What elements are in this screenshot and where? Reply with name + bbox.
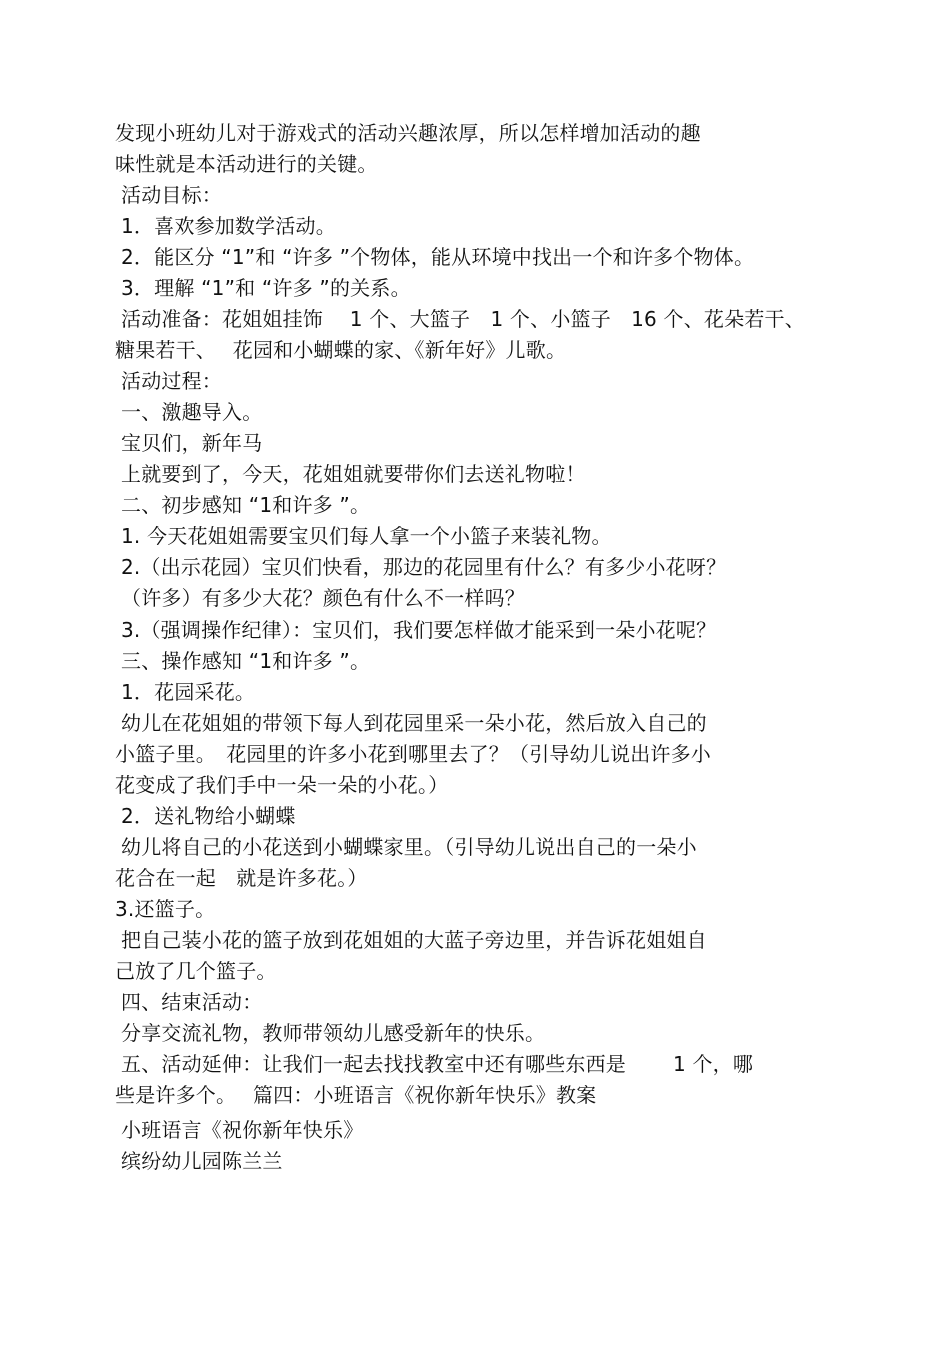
text-line: 幼儿在花姐姐的带领下每人到花园里采一朵小花，然后放入自己的	[121, 711, 707, 735]
section-heading: 五、活动延伸：让我们一起去找找教室中还有哪些东西是 1 个，哪	[121, 1052, 754, 1076]
text-line: （许多）有多少大花？颜色有什么不一样吗？	[121, 586, 525, 610]
section-heading: 一、激趣导入。	[121, 400, 263, 424]
text-line: 幼儿将自己的小花送到小蝴蝶家里。（引导幼儿说出自己的一朵小	[121, 835, 697, 859]
author-line: 缤纷幼儿园陈兰兰	[121, 1149, 283, 1173]
list-item: 1．花园采花。	[121, 680, 256, 704]
text-line: 活动准备：花姐姐挂饰 1 个、大篮子 1 个、小篮子 16 个、花朵若干、	[121, 307, 805, 331]
section-heading: 活动目标：	[121, 183, 222, 207]
list-item: 3.还篮子。	[115, 897, 216, 921]
text-line: 把自己装小花的篮子放到花姐姐的大蓝子旁边里，并告诉花姐姐自	[121, 928, 707, 952]
section-heading: 四、结束活动：	[121, 990, 263, 1014]
text-line: 味性就是本活动进行的关键。	[115, 152, 378, 176]
text-line: 花变成了我们手中一朵一朵的小花。）	[115, 773, 449, 797]
section-heading: 二、初步感知 “1和许多 ”。	[121, 493, 371, 517]
list-item: 3.（强调操作纪律）：宝贝们，我们要怎样做才能采到一朵小花呢？	[121, 618, 717, 642]
text-line: 发现小班幼儿对于游戏式的活动兴趣浓厚，所以怎样增加活动的趣	[115, 121, 701, 145]
list-item: 3．理解 “1”和 “许多 ”的关系。	[121, 276, 411, 300]
text-line: 些是许多个。 篇四：小班语言《祝你新年快乐》教案	[115, 1083, 597, 1107]
text-line: 己放了几个篮子。	[115, 959, 277, 983]
section-heading: 活动过程：	[121, 369, 222, 393]
text-line: 上就要到了，今天，花姐姐就要带你们去送礼物啦！	[121, 462, 586, 486]
list-item: 1. 今天花姐姐需要宝贝们每人拿一个小篮子来装礼物。	[121, 524, 612, 548]
list-item: 1．喜欢参加数学活动。	[121, 214, 336, 238]
text-line: 糖果若干、 花园和小蝴蝶的家、《新年好》儿歌。	[115, 338, 567, 362]
list-item: 2.（出示花园）宝贝们快看，那边的花园里有什么？有多少小花呀？	[121, 555, 727, 579]
text-line: 宝贝们，新年马	[121, 431, 263, 455]
list-item: 2．能区分 “1”和 “许多 ”个物体，能从环境中找出一个和许多个物体。	[121, 245, 755, 269]
section-heading: 三、操作感知 “1和许多 ”。	[121, 649, 371, 673]
document-title: 小班语言《祝你新年快乐》	[121, 1118, 364, 1142]
text-line: 小篮子里。 花园里的许多小花到哪里去了？（引导幼儿说出许多小	[115, 742, 711, 766]
list-item: 2．送礼物给小蝴蝶	[121, 804, 296, 828]
text-line: 花合在一起 就是许多花。）	[115, 866, 368, 890]
text-line: 分享交流礼物，教师带领幼儿感受新年的快乐。	[121, 1021, 546, 1045]
